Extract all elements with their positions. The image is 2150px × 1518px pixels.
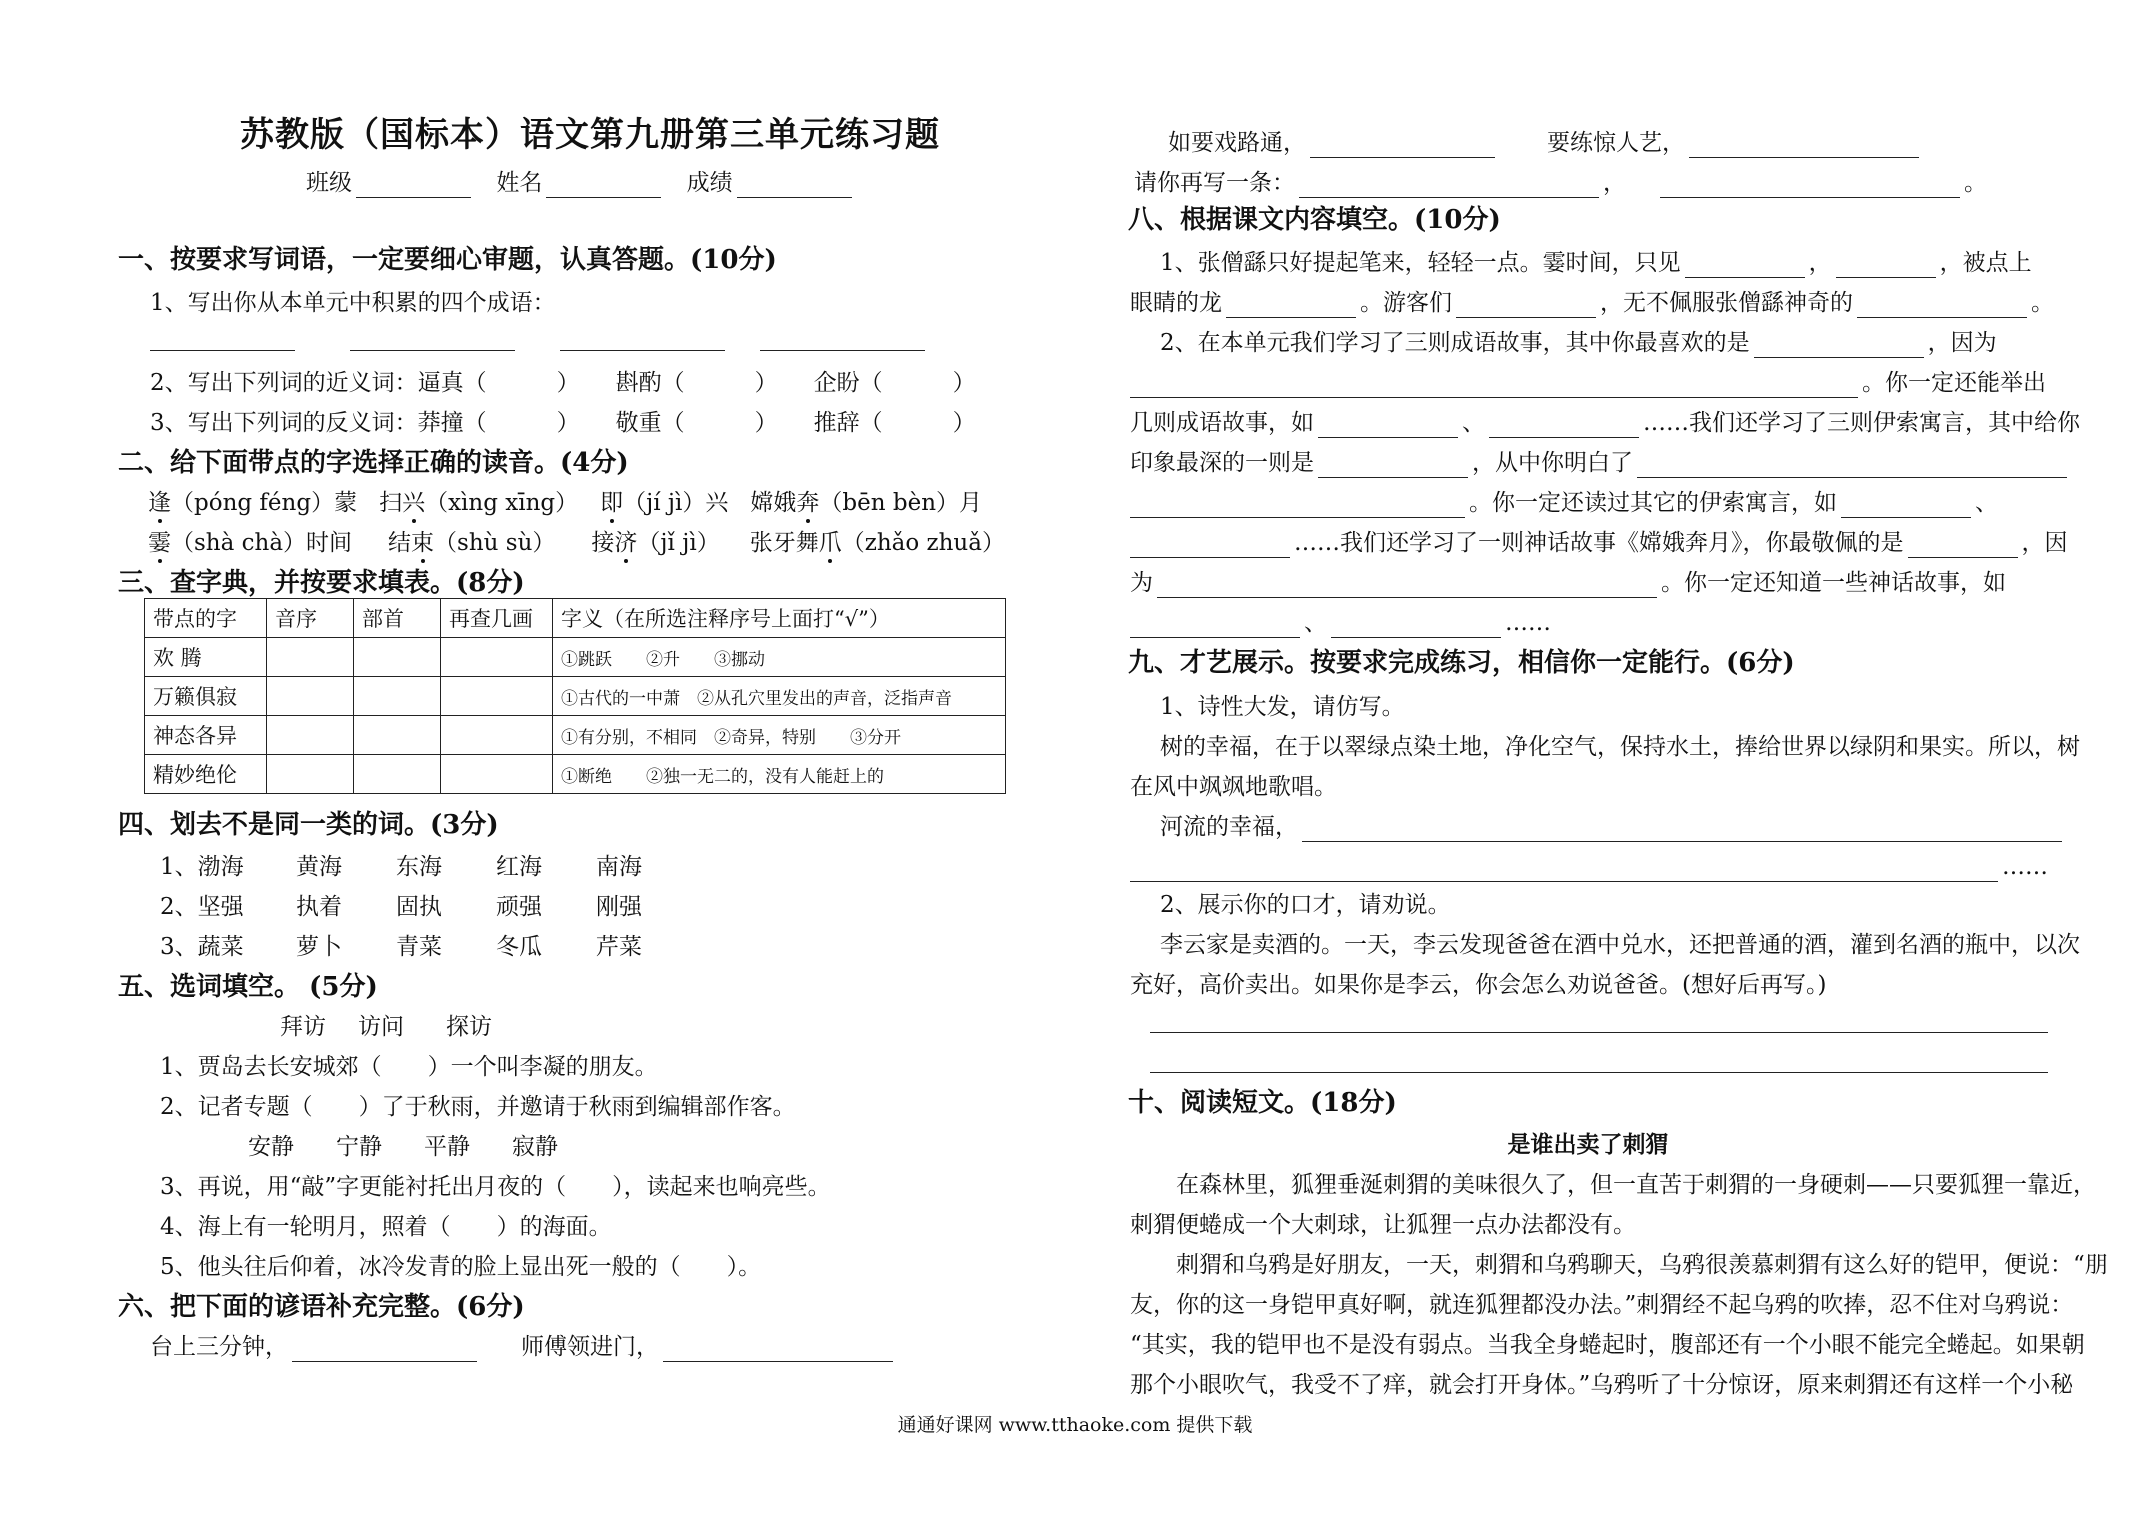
- proverb-blank[interactable]: [663, 1339, 893, 1362]
- word-part: 张牙舞: [749, 530, 819, 556]
- table-input-cell[interactable]: [441, 677, 553, 716]
- s5-q3: 3、再说，用“敲”字更能衬托出月夜的（ ），读起来也响亮些。: [160, 1174, 831, 1200]
- header-fields: [306, 168, 856, 198]
- section-10-heading: 十、阅读短文。(18分): [1128, 1088, 1397, 1118]
- passage-line-4: 友，你的这一身铠甲真好啊，就连狐狸都没办法。”刺猬经不起乌鸦的吹捧，忍不住对乌鸦说：: [1130, 1292, 2074, 1318]
- table-input-cell[interactable]: [441, 755, 553, 794]
- choice-word: 宁静: [336, 1134, 382, 1160]
- section-1-heading: 一、按要求写词语，一定要细心审题，认真答题。(10分): [118, 245, 777, 275]
- table-input-cell[interactable]: [441, 638, 553, 677]
- proverb-prompt: 如要戏路通，: [1168, 130, 1306, 156]
- dotted-char: 霎: [148, 530, 171, 556]
- text-segment: ，: [1808, 250, 1832, 276]
- word-group-2: [160, 892, 642, 922]
- fill-blank[interactable]: [1130, 615, 1300, 638]
- section-4-heading: 四、划去不是同一类的词。(3分): [118, 810, 499, 840]
- word-part: 接: [591, 530, 615, 556]
- proverb-blank[interactable]: [1689, 135, 1919, 158]
- table-header-cell: 音序: [267, 599, 354, 638]
- proverb-period: 。: [1964, 170, 1987, 196]
- fill-blank[interactable]: [1685, 255, 1805, 278]
- text-segment: 。你一定还读过其它的伊索寓言，如: [1469, 490, 1837, 516]
- word-item[interactable]: 冬瓜: [496, 934, 542, 960]
- word-part: 兴: [705, 490, 729, 516]
- choice-word: 访问: [358, 1014, 404, 1040]
- river-ellipsis: ……: [2002, 854, 2048, 880]
- dotted-char: 爪: [818, 530, 842, 556]
- text-segment: 、: [1304, 610, 1327, 636]
- fill-blank[interactable]: [1836, 255, 1936, 278]
- text-segment: 几则成语故事，如: [1130, 410, 1314, 436]
- pinyin-choice[interactable]: （póng féng）: [171, 490, 335, 516]
- choice-word: 探访: [446, 1014, 492, 1040]
- pinyin-choice[interactable]: （jí jì）: [623, 490, 706, 516]
- table-meaning-cell[interactable]: ①断绝 ②独一无二的，没有人能赶上的: [553, 755, 1006, 794]
- score-blank[interactable]: [737, 175, 852, 198]
- story-line-1: 李云家是卖酒的。一天，李云发现爸爸在酒中兑水，还把普通的酒，灌到名酒的瓶中，以次: [1160, 932, 2080, 958]
- text-segment: 。你一定还能举出: [1862, 370, 2046, 396]
- river-line: [1160, 812, 2066, 842]
- pinyin-choice[interactable]: （zhǎo zhuǎ）: [841, 530, 1005, 556]
- proverb-line-1: [150, 1332, 897, 1362]
- section-3-heading: 三、查字典，并按要求填表。(8分): [118, 568, 525, 598]
- s1-q3: [150, 408, 976, 438]
- poem-line-2: 在风中飒飒地歌唱。: [1130, 774, 1337, 800]
- text-segment: ，被点上: [1939, 250, 2032, 276]
- s8-p2-line1: [1160, 328, 1997, 358]
- passage-line-2: 刺猬便蜷成一个大刺球，让狐狸一点办法都没有。: [1130, 1212, 1636, 1238]
- word-part: 蒙: [334, 490, 358, 516]
- pinyin-choice[interactable]: （bēn bèn）: [819, 490, 960, 516]
- word-item[interactable]: 南海: [596, 854, 642, 880]
- word-group-3: [160, 932, 642, 962]
- text-segment: ，因为: [1927, 330, 1997, 356]
- s8-p1-line1: [1160, 248, 2032, 278]
- word-item[interactable]: 顽强: [496, 894, 542, 920]
- table-word-cell: 精妙绝伦: [145, 755, 267, 794]
- synonym-close-1: ）: [556, 370, 580, 396]
- fill-blank[interactable]: [1130, 375, 1858, 398]
- text-segment: ……: [1505, 610, 1551, 636]
- word-item[interactable]: 红海: [496, 854, 542, 880]
- pinyin-row-1: [148, 488, 982, 518]
- fill-blank[interactable]: [1318, 455, 1468, 478]
- table-input-cell[interactable]: [354, 755, 441, 794]
- text-segment: ……我们还学习了三则伊索寓言，其中给你: [1643, 410, 2080, 436]
- fill-blank[interactable]: [1489, 415, 1639, 438]
- word-part: 结: [388, 530, 412, 556]
- s5-q2: 2、记者专题（ ）了于秋雨，并邀请于秋雨到编辑部作客。: [160, 1094, 796, 1120]
- dotted-char: 逢: [148, 490, 171, 516]
- story-title: 是谁出卖了刺猬: [1507, 1131, 1669, 1158]
- class-label: 班级: [306, 170, 352, 196]
- s1-q2-label: 2、写出下列词的近义词：: [150, 370, 418, 396]
- s9-q2: 2、展示你的口才，请劝说。: [1160, 892, 1451, 918]
- s8-p1-line2: [1130, 288, 2054, 318]
- left-column: [118, 0, 1018, 1430]
- pinyin-choice[interactable]: （shà chà）: [171, 530, 307, 556]
- poem-line-1: 树的幸福，在于以翠绿点染土地，净化空气，保持水土，捧给世界以绿阴和果实。所以，树: [1160, 734, 2080, 760]
- s1-q3-label: 3、写出下列词的反义词：: [150, 410, 418, 436]
- footer-credit: 通通好课网 www.tthaoke.com 提供下载: [897, 1414, 1253, 1436]
- choice-word: 寂静: [512, 1134, 558, 1160]
- table-meaning-cell[interactable]: ①有分别，不相同 ②奇异，特别 ③分开: [553, 716, 1006, 755]
- text-segment: 为: [1130, 570, 1153, 596]
- table-input-cell[interactable]: [267, 716, 354, 755]
- section-5-heading: 五、选词填空。 (5分): [118, 972, 378, 1002]
- section-2-heading: 二、给下面带点的字选择正确的读音。(4分): [118, 448, 629, 478]
- table-header-cell: 部首: [354, 599, 441, 638]
- s8-p2-line4: [1130, 448, 2071, 478]
- table-row: [145, 755, 1006, 794]
- antonym-close-1: ）: [556, 410, 580, 436]
- pinyin-choice[interactable]: （xìng xīng）: [425, 490, 579, 516]
- text-segment: ，从中你明白了: [1472, 450, 1633, 476]
- word-item[interactable]: 1、渤海: [160, 854, 244, 880]
- idiom-blank-1[interactable]: [150, 350, 295, 351]
- fill-blank[interactable]: [1331, 615, 1501, 638]
- antonym-close-2: ）: [754, 410, 778, 436]
- proverb-blank[interactable]: [1310, 135, 1495, 158]
- table-input-cell[interactable]: [267, 677, 354, 716]
- passage-line-5: “其实，我的铠甲也不是没有弱点。当我全身蜷起时，腹部还有一个小眼不能完全蜷起。如果朝: [1130, 1332, 2085, 1358]
- proverb-blank[interactable]: [1660, 175, 1960, 198]
- section-6-heading: 六、把下面的谚语补充完整。(6分): [118, 1292, 525, 1322]
- right-column: [1128, 0, 2108, 1430]
- proverb-prompt: 台上三分钟，: [150, 1334, 288, 1360]
- word-item[interactable]: 刚强: [596, 894, 642, 920]
- word-part: 时间: [306, 530, 353, 556]
- proverb-prompt: 要练惊人艺，: [1547, 130, 1685, 156]
- pinyin-choice[interactable]: （shù sù）: [434, 530, 556, 556]
- choice-words-1: [280, 1012, 492, 1042]
- fill-blank[interactable]: [1637, 455, 2067, 478]
- word-part: 月: [959, 490, 983, 516]
- antonym-close-3: ）: [952, 410, 976, 436]
- word-part: 嫦娥: [750, 490, 797, 516]
- table-input-cell[interactable]: [441, 716, 553, 755]
- antonym-word-3: 推辞（: [813, 410, 883, 436]
- synonym-word-3: 企盼（: [813, 370, 883, 396]
- s9-q1: 1、诗性大发，请仿写。: [1160, 694, 1405, 720]
- s8-p2-line5: [1130, 488, 1998, 518]
- dotted-char: 济: [614, 530, 638, 556]
- word-item[interactable]: 黄海: [296, 854, 342, 880]
- text-segment: 。游客们: [1360, 290, 1452, 316]
- river-blank-2[interactable]: [1130, 859, 1998, 882]
- proverb-prompt: 师傅领进门，: [521, 1334, 659, 1360]
- word-item[interactable]: 青菜: [396, 934, 442, 960]
- antonym-word-1: 莽撞（: [417, 410, 487, 436]
- text-segment: 。: [2031, 290, 2054, 316]
- table-input-cell[interactable]: [267, 638, 354, 677]
- word-item[interactable]: 芹菜: [596, 934, 642, 960]
- table-input-cell[interactable]: [267, 755, 354, 794]
- idiom-blank-4[interactable]: [760, 350, 925, 351]
- fill-blank[interactable]: [1857, 295, 2027, 318]
- table-row: [145, 677, 1006, 716]
- proverb-comma: ，: [1603, 170, 1626, 196]
- table-row: [145, 716, 1006, 755]
- idiom-blank-2[interactable]: [350, 350, 515, 351]
- fill-blank[interactable]: [1130, 495, 1465, 518]
- passage-line-6: 那个小眼吹气，我受不了痒，就会打开身体。”乌鸦听了十分惊讶，原来刺猬还有这样一个小秘: [1130, 1372, 2074, 1398]
- answer-line-2[interactable]: [1150, 1072, 2048, 1073]
- table-word-cell: 万籁俱寂: [145, 677, 267, 716]
- fill-blank[interactable]: [1754, 335, 1924, 358]
- proverb-line-3: [1134, 168, 1987, 198]
- river-prompt: 河流的幸福，: [1160, 814, 1298, 840]
- river-line-2: [1130, 852, 2048, 882]
- text-segment: ，无不佩服张僧繇神奇的: [1600, 290, 1853, 316]
- fill-blank[interactable]: [1841, 495, 1971, 518]
- s8-p2-line7: [1130, 568, 2006, 598]
- pinyin-row-2: [148, 528, 1005, 558]
- s1-q1: 1、写出你从本单元中积累的四个成语：: [150, 290, 556, 316]
- dotted-char: 束: [411, 530, 435, 556]
- dotted-char: 奔: [796, 490, 820, 516]
- choice-word: 拜访: [280, 1014, 326, 1040]
- river-blank[interactable]: [1302, 819, 2062, 842]
- idiom-blank-3[interactable]: [560, 350, 725, 351]
- table-header-cell: 再查几画: [441, 599, 553, 638]
- table-word-cell: 欢 腾: [145, 638, 267, 677]
- s1-q2: [150, 368, 976, 398]
- word-item[interactable]: 3、蔬菜: [160, 934, 244, 960]
- word-item[interactable]: 2、坚强: [160, 894, 244, 920]
- name-blank[interactable]: [546, 175, 661, 198]
- text-segment: ……我们还学习了一则神话故事《嫦娥奔月》，你最敬佩的是: [1294, 530, 1904, 556]
- score-label: 成绩: [686, 170, 733, 196]
- choice-words-2: [248, 1132, 558, 1162]
- dictionary-table: [144, 598, 1006, 794]
- antonym-word-2: 敬重（: [615, 410, 685, 436]
- s5-q5: 5、他头往后仰着，冰冷发青的脸上显出死一般的（ ）。: [160, 1254, 762, 1280]
- choice-word: 平静: [424, 1134, 470, 1160]
- text-segment: ，因: [2021, 530, 2068, 556]
- text-segment: 眼睛的龙: [1130, 290, 1222, 316]
- passage-line-3: 刺猬和乌鸦是好朋友，一天，刺猬和乌鸦聊天，乌鸦很羡慕刺猬有这么好的铠甲，便说：“朋: [1176, 1252, 2108, 1278]
- text-segment: 、: [1975, 490, 1998, 516]
- word-group-1: [160, 852, 642, 882]
- text-segment: 1、张僧繇只好提起笔来，轻轻一点。霎时间，只见: [1160, 250, 1681, 276]
- table-header-row: [145, 599, 1006, 638]
- synonym-close-2: ）: [754, 370, 778, 396]
- name-label: 姓名: [496, 170, 543, 196]
- fill-blank[interactable]: [1226, 295, 1356, 318]
- table-input-cell[interactable]: [354, 677, 441, 716]
- story-line-2: 充好，高价卖出。如果你是李云，你会怎么劝说爸爸。(想好后再写。): [1130, 972, 1827, 998]
- dotted-char: 即: [600, 490, 624, 516]
- s5-q1: 1、贾岛去长安城郊（ ）一个叫李凝的朋友。: [160, 1054, 658, 1080]
- dotted-char: 兴: [402, 490, 426, 516]
- fill-blank[interactable]: [1157, 575, 1657, 598]
- s8-p2-line6: [1130, 528, 2068, 558]
- word-item[interactable]: 固执: [396, 894, 442, 920]
- fill-blank[interactable]: [1908, 535, 2018, 558]
- s8-p2-line8: [1130, 608, 1551, 638]
- proverb-prompt: 请你再写一条：: [1134, 170, 1295, 196]
- s5-q4: 4、海上有一轮明月，照着（ ）的海面。: [160, 1214, 612, 1240]
- fill-blank[interactable]: [1456, 295, 1596, 318]
- text-segment: 2、在本单元我们学习了三则成语故事，其中你最喜欢的是: [1160, 330, 1750, 356]
- synonym-word-2: 斟酌（: [615, 370, 685, 396]
- proverb-blank[interactable]: [292, 1339, 477, 1362]
- section-9-heading: 九、才艺展示。按要求完成练习，相信你一定能行。(6分): [1128, 648, 1795, 678]
- choice-word: 安静: [248, 1134, 294, 1160]
- pinyin-choice[interactable]: （jǐ jì）: [637, 530, 720, 556]
- word-item[interactable]: 萝卜: [296, 934, 342, 960]
- table-meaning-cell[interactable]: ①跳跃 ②升 ③挪动: [553, 638, 1006, 677]
- text-segment: 。你一定还知道一些神话故事，如: [1661, 570, 2006, 596]
- section-8-heading: 八、根据课文内容填空。(10分): [1128, 205, 1501, 235]
- page-title: 苏教版（国标本）语文第九册第三单元练习题: [240, 115, 940, 155]
- synonym-word-1: 逼真（: [417, 370, 487, 396]
- table-meaning-cell[interactable]: ①古代的一中萧 ②从孔穴里发出的声音，泛指声音: [553, 677, 1006, 716]
- text-segment: 印象最深的一则是: [1130, 450, 1314, 476]
- word-part: 扫: [379, 490, 403, 516]
- fill-blank[interactable]: [1130, 535, 1290, 558]
- synonym-close-3: ）: [952, 370, 976, 396]
- table-header-cell: 字义（在所选注释序号上面打“√”）: [553, 599, 1006, 638]
- table-word-cell: 神态各异: [145, 716, 267, 755]
- passage-line-1: 在森林里，狐狸垂涎刺猬的美味很久了，但一直苦于刺猬的一身硬刺——只要狐狸一靠近，: [1176, 1172, 2096, 1198]
- table-header-cell: 带点的字: [145, 599, 267, 638]
- table-input-cell[interactable]: [354, 638, 441, 677]
- proverb-blank[interactable]: [1299, 175, 1599, 198]
- class-blank[interactable]: [356, 175, 471, 198]
- s8-p2-line3: [1130, 408, 2080, 438]
- proverb-line-2: [1168, 128, 1923, 158]
- word-item[interactable]: 执着: [296, 894, 342, 920]
- answer-line-1[interactable]: [1150, 1032, 2048, 1033]
- s8-p2-line2: [1130, 368, 2046, 398]
- table-row: [145, 638, 1006, 677]
- table-input-cell[interactable]: [354, 716, 441, 755]
- fill-blank[interactable]: [1318, 415, 1458, 438]
- text-segment: 、: [1462, 410, 1485, 436]
- word-item[interactable]: 东海: [396, 854, 442, 880]
